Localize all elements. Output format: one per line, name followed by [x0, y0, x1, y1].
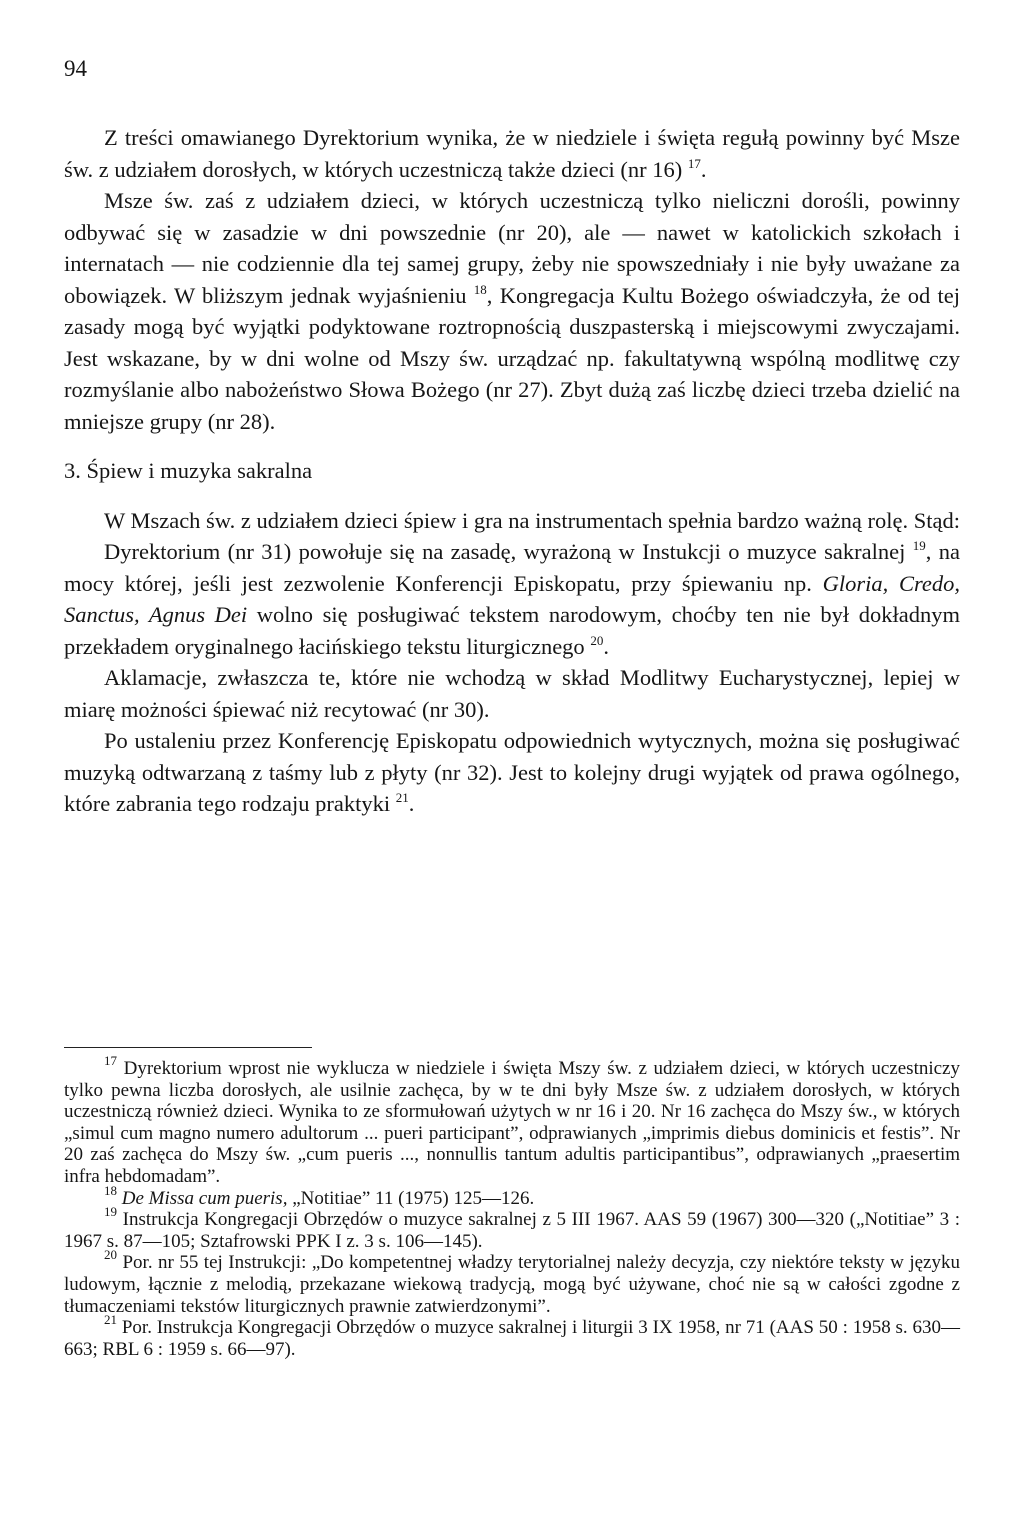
- footnote-number: 20: [104, 1247, 117, 1263]
- footnote-20: [64, 1247, 960, 1317]
- footnote-ref-18[interactable]: 18: [473, 281, 487, 297]
- paragraph-4-text-d: .: [603, 633, 609, 659]
- paragraph-2: [64, 185, 960, 437]
- paragraph-5: Aklamacje, zwłaszcza te, które nie wchodzą w skład Modlitwy Eucharystycznej, lepiej w miarę możności śpiewać niż recytować (nr 30).: [64, 665, 960, 722]
- footnote-18: [64, 1182, 960, 1210]
- paragraph-2-text-b: , Kongregacja Kultu Bożego oświadczyła, że od tej zasady mogą być wyjątki podyktowane roztropnością duszpasterską i miejscowymi zwyczajami. Jest wskazane, by w dni wolne od Mszy św. urządzać np. fakultatywną wspólną modlitwę czy rozmyślanie albo nabożeństwo Słowa Bożego (nr 27). Zbyt dużą zaś liczbę dzieci trzeba dzielić na mniejsze grupy (nr 28).: [64, 282, 961, 434]
- footnote-text: Instrukcja Kongregacji Obrzędów o muzyce sakralnej z 5 III 1967. AAS 59 (1967) 300—320 („Notitiae” 3 : 1967 s. 87—105; Sztafrowski PPK I z. 3 s. 106—145).: [64, 1209, 961, 1252]
- footnote-ref-17[interactable]: 17: [687, 155, 701, 171]
- footnote-number: 17: [104, 1053, 117, 1068]
- footnotes: [64, 1053, 961, 1360]
- footnote-ref-19[interactable]: 19: [912, 538, 926, 553]
- paragraph-1: [64, 122, 960, 185]
- footnote-ref-20[interactable]: 20: [590, 632, 604, 648]
- footnote-19: [64, 1204, 961, 1252]
- footnote-text: Por. Instrukcja Kongregacji Obrzędów o muzyce sakralnej i liturgii 3 IX 1958, nr 71 (AAS 50 : 1958 s. 630—663; RBL 6 : 1959 s. 66—97).: [64, 1317, 961, 1360]
- paragraph-4-text-b: , na mocy której, jeśli jest zezwolenie Konferencji Episkopatu, przy śpiewaniu np.: [64, 539, 961, 596]
- footnote-number: 19: [104, 1204, 117, 1220]
- paragraph-4: [64, 536, 960, 662]
- footnote-17: [64, 1053, 960, 1188]
- footnote-number: 21: [104, 1312, 117, 1328]
- latin-chant-titles: Gloria, Credo, Sanctus, Agnus Dei: [64, 570, 960, 627]
- paragraph-6: [64, 725, 960, 820]
- section-heading: 3. Śpiew i muzyka sakralna: [64, 458, 313, 483]
- paragraph-1-tail: .: [700, 156, 707, 182]
- main-text: [64, 122, 960, 820]
- paragraph-6-text-b: .: [408, 791, 415, 816]
- paragraph-4-text-a: Dyrektorium (nr 31) powołuje się na zasadę, wyrażoną w Instukcji o muzyce sakralnej: [104, 539, 906, 564]
- paragraph-6-text-a: Po ustaleniu przez Konferencję Episkopatu odpowiednich wytycznych, można się posługiwać muzyką odtwarzaną z taśmy lub z płyty (nr 32). Jest to kolejny drugi wyjątek od prawa ogólnego, które zabrania tego rodzaju praktyki: [64, 728, 960, 816]
- footnote-text: Por. nr 55 tej Instrukcji: „Do kompetentnej władzy terytorialnej należy decyzja, czy niektóre teksty w języku ludowym, łącznie z melodią, przekazane wiekową tradycją, mogą być używane, choć nie są w całości zgodne z tłumaczeniami tekstów liturgicznych prawnie zatwierdzonymi”.: [64, 1252, 960, 1317]
- paragraph-3: W Mszach św. z udziałem dzieci śpiew i gra na instrumentach spełnia bardzo ważną rolę. Stąd:: [104, 507, 960, 533]
- footnote-text: „Notitiae” 11 (1975) 125—126.: [292, 1187, 535, 1209]
- paragraph-4-text-c: wolno się posługiwać tekstem narodowym, choćby ten nie był dokładnym przekładem oryginalnego łacińskiego tekstu liturgicznego: [64, 602, 960, 659]
- paragraph-2-text-a: Msze św. zaś z udziałem dzieci, w których uczestniczą tylko nieliczni dorośli, powinny odbywać się w zasadzie w dni powszednie (nr 20), ale — nawet w katolickich szkołach i internatach — nie codziennie dla tej samej grupy, żeby nie spowszedniały i nie były uważane za obowiązek. W bliższym jednak wyjaśnieniu: [64, 188, 960, 308]
- page-number: 94: [64, 56, 87, 81]
- footnote-divider: [64, 1047, 312, 1048]
- paragraph-1-text: Z treści omawianego Dyrektorium wynika, że w niedziele i święta regułą powinny być Msze św. z udziałem dorosłych, w których uczestniczą także dzieci (nr 16): [64, 125, 960, 182]
- footnote-text: Dyrektorium wprost nie wyklucza w niedziele i święta Mszy św. z udziałem dzieci, w których uczestniczy tylko pewna liczba dorosłych, ale usilnie zachęca, by w te dni były Msze św. z udziałem dorosłych, w których uczestniczą również dzieci. Wynika to ze sformułowań użytych w nr 16 i 20. Nr 16 zachęca do Mszy św., w których „simul cum magno numero adultorum ... pueri participant”, odprawianych „imprimis diebus dominicis et festis”. Nr 20 zaś zachęca do Mszy św. „cum pueris ..., nonnullis tantum adultis participantibus”, odprawianych „praesertim infra hebdomadam”.: [64, 1058, 960, 1187]
- footnote-21: [64, 1312, 961, 1360]
- footnote-number: 18: [104, 1182, 117, 1198]
- footnote-ref-21[interactable]: 21: [395, 790, 409, 805]
- footnote-title: De Missa cum pueris,: [121, 1187, 288, 1209]
